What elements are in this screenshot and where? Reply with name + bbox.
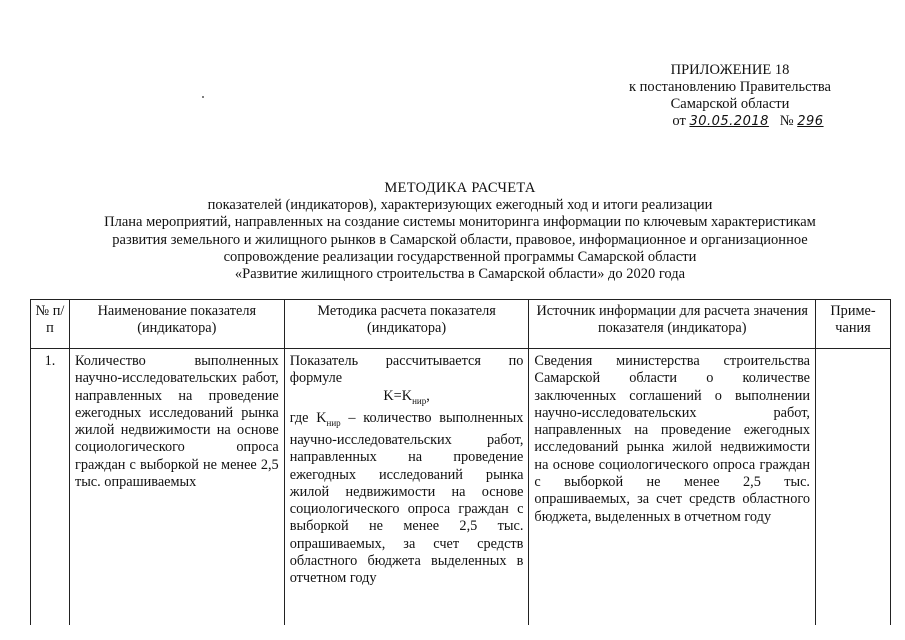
header-note: Приме-чания bbox=[816, 300, 891, 349]
appendix-line-2: к постановлению Правительства bbox=[629, 79, 831, 95]
formula-comma: , bbox=[426, 387, 430, 404]
scan-speck bbox=[202, 96, 204, 98]
heading-line-1: показателей (индикаторов), характеризующих ежегодный ход и итоги реализации bbox=[207, 197, 713, 214]
table-header-row bbox=[31, 300, 891, 349]
where-subscript: нир bbox=[326, 417, 341, 428]
date-prefix: от bbox=[672, 113, 686, 129]
number-prefix: № bbox=[779, 113, 794, 129]
cell-name: Количество выполненных научно-исследовательских работ, направленных на проведение ежегодных исследований рынка жилой недвижимости на основе социологического опроса граждан с выборкой не менее 2,5 тыс. опрашиваемых bbox=[69, 349, 284, 626]
heading-line-3: развития земельного и жилищного рынков в Самарской области, правовое, информационное и организационное bbox=[112, 231, 808, 248]
formula-subscript: нир bbox=[412, 395, 427, 406]
handwritten-number: 296 bbox=[797, 114, 824, 129]
header-num: № п/п bbox=[31, 300, 70, 349]
header-name: Наименование показателя (индикатора) bbox=[69, 300, 284, 349]
method-explanation bbox=[290, 410, 524, 588]
cell-source: Сведения министерства строительства Самарской области о количестве заключенных соглашений о выполнении научно-исследовательских работ, направленных на проведение ежегодных исследований рынка жилой недвижимости на основе социологического опроса граждан с выборкой не менее 2,5 тыс. опрашиваемых, за счет средств областного бюджета, выделенных в отчетном году bbox=[529, 349, 816, 626]
method-formula bbox=[290, 388, 524, 410]
cell-note bbox=[816, 349, 891, 626]
indicator-table bbox=[30, 299, 891, 626]
formula-lhs: K=K bbox=[383, 387, 413, 404]
document-title: МЕТОДИКА РАСЧЕТА bbox=[384, 180, 536, 196]
cell-method bbox=[284, 349, 529, 626]
document-heading bbox=[50, 180, 870, 283]
heading-line-4: сопровождение реализации государственной программы Самарской области bbox=[223, 248, 697, 265]
table-row bbox=[31, 349, 891, 626]
header-method: Методика расчета показателя (индикатора) bbox=[284, 300, 529, 349]
appendix-label: ПРИЛОЖЕНИЕ 18 bbox=[670, 62, 790, 78]
method-intro: Показатель рассчитывается по формуле bbox=[289, 353, 524, 387]
appendix-reference bbox=[596, 113, 900, 130]
appendix-block bbox=[560, 62, 900, 130]
heading-line-5: «Развитие жилищного строительства в Самарской области» до 2020 года bbox=[234, 266, 686, 283]
appendix-line-3: Самарской области bbox=[670, 96, 790, 112]
cell-num: 1. bbox=[31, 349, 70, 626]
header-source: Источник информации для расчета значения показателя (индикатора) bbox=[529, 300, 816, 349]
heading-line-2: Плана мероприятий, направленных на создание системы мониторинга информации по ключевым характеристикам bbox=[104, 214, 816, 231]
where-prefix: где K bbox=[289, 409, 327, 426]
handwritten-date: 30.05.2018 bbox=[689, 114, 769, 129]
method-rest: – количество выполненных научно-исследовательских работ, направленных на проведение ежегодных исследований рынка жилой недвижимости на основе социологического опроса граждан с выборкой не менее 2,5 тыс. опрашиваемых, за счет средств областного бюджета выделенных в отчетном году bbox=[289, 409, 524, 587]
